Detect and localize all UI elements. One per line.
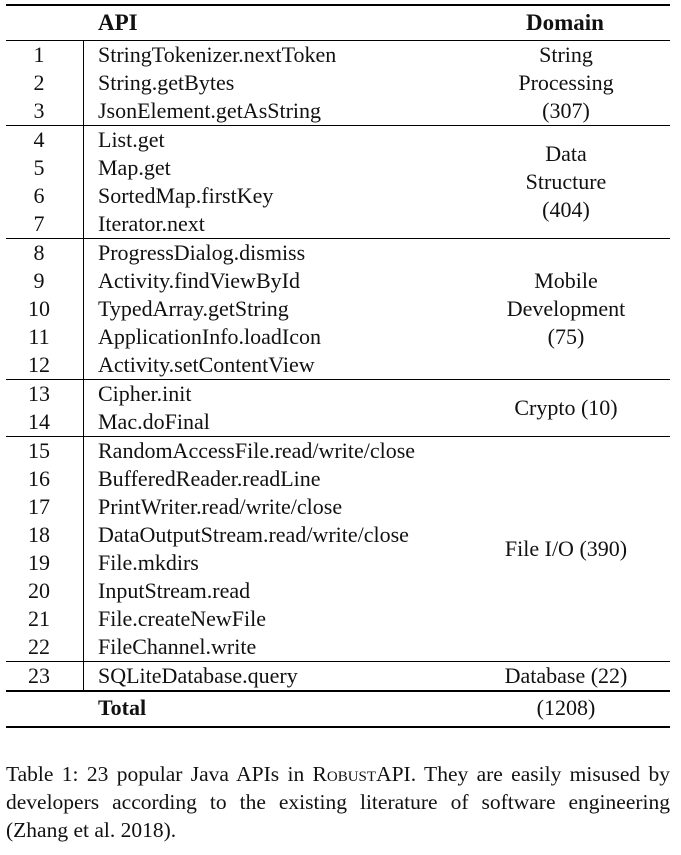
row-number: 12: [28, 352, 50, 377]
api-name: SQLiteDatabase.query: [98, 663, 298, 688]
row-number: 5: [33, 155, 45, 180]
row-number: 21: [28, 606, 50, 631]
domain-line: Structure: [525, 169, 607, 194]
domain-line: Database (22): [504, 663, 628, 688]
row-number: 15: [28, 438, 50, 463]
domain-line: Data: [545, 141, 587, 166]
table-group: [6, 126, 670, 239]
domain-cell: [486, 41, 646, 125]
api-name: DataOutputStream.read/write/close: [98, 522, 409, 547]
header-api: API: [98, 10, 138, 35]
api-name: FileChannel.write: [98, 634, 257, 659]
api-name: Cipher.init: [98, 381, 192, 406]
domain-cell: [486, 239, 646, 379]
domain-line: Crypto (10): [514, 395, 618, 420]
total-value: (1208): [536, 695, 596, 720]
row-number: 6: [33, 183, 45, 208]
row-number: 19: [28, 550, 50, 575]
row-number: 8: [33, 240, 45, 265]
domain-line: File I/O (390): [504, 536, 628, 561]
row-number: 9: [33, 268, 45, 293]
api-name: RandomAccessFile.read/write/close: [98, 438, 416, 463]
row-number: 1: [33, 42, 45, 67]
row-number: 2: [33, 70, 45, 95]
caption-prefix: Table 1: 23 popular Java APIs in: [6, 762, 313, 786]
header-domain: Domain: [526, 10, 604, 35]
caption-name-smallcaps: Robust: [312, 762, 377, 786]
row-number: 13: [28, 381, 50, 406]
api-name: File.createNewFile: [98, 606, 266, 631]
api-name: StringTokenizer.nextToken: [98, 42, 337, 67]
table-group: [6, 380, 670, 437]
api-name: JsonElement.getAsString: [98, 98, 322, 123]
domain-line: String: [539, 42, 593, 67]
table-group: [6, 662, 670, 692]
row-number: 3: [33, 98, 45, 123]
api-name: String.getBytes: [98, 70, 235, 95]
api-name: Mac.doFinal: [98, 409, 210, 434]
caption-name-rest: API: [376, 762, 411, 786]
table-group: [6, 239, 670, 380]
api-name: PrintWriter.read/write/close: [98, 494, 343, 519]
api-name: Iterator.next: [98, 211, 205, 236]
api-name: File.mkdirs: [98, 550, 199, 575]
api-name: Map.get: [98, 155, 171, 180]
table-body: [6, 41, 670, 692]
api-name: SortedMap.firstKey: [98, 183, 274, 208]
row-number: 7: [33, 211, 45, 236]
row-number: 18: [28, 522, 50, 547]
domain-line: Mobile: [534, 268, 598, 293]
domain-line: (307): [542, 98, 590, 123]
row-number: 16: [28, 466, 50, 491]
api-name: TypedArray.getString: [98, 296, 289, 321]
row-number: 14: [28, 409, 50, 434]
row-number: 20: [28, 578, 50, 603]
domain-cell: [486, 126, 646, 238]
total-row: [6, 692, 670, 726]
domain-line: (404): [542, 197, 590, 222]
table-group: [6, 437, 670, 662]
row-number: 23: [28, 663, 50, 688]
row-number: 10: [28, 296, 50, 321]
api-table: [6, 4, 670, 728]
domain-cell: [486, 380, 646, 436]
api-name: List.get: [98, 127, 165, 152]
row-number: 17: [28, 494, 50, 519]
total-label: Total: [98, 695, 147, 720]
table-header: [6, 6, 670, 41]
api-name: Activity.setContentView: [98, 352, 315, 377]
api-name: ProgressDialog.dismiss: [98, 240, 306, 265]
domain-cell: [486, 437, 646, 661]
table-group: [6, 41, 670, 126]
caption-suffix: . They are easily misused by developers according to the existing literature of software engineering (Zhang et al. 2018).: [6, 762, 671, 842]
api-name: InputStream.read: [98, 578, 251, 603]
api-name: ApplicationInfo.loadIcon: [98, 324, 321, 349]
row-number: 22: [28, 634, 50, 659]
domain-cell: [486, 662, 646, 690]
row-number: 11: [28, 324, 50, 349]
api-name: BufferedReader.readLine: [98, 466, 321, 491]
api-name: Activity.findViewById: [98, 268, 300, 293]
table-caption: [6, 760, 670, 844]
domain-line: (75): [547, 324, 585, 349]
row-number: 4: [33, 127, 45, 152]
domain-line: Processing: [518, 70, 614, 95]
domain-line: Development: [506, 296, 626, 321]
